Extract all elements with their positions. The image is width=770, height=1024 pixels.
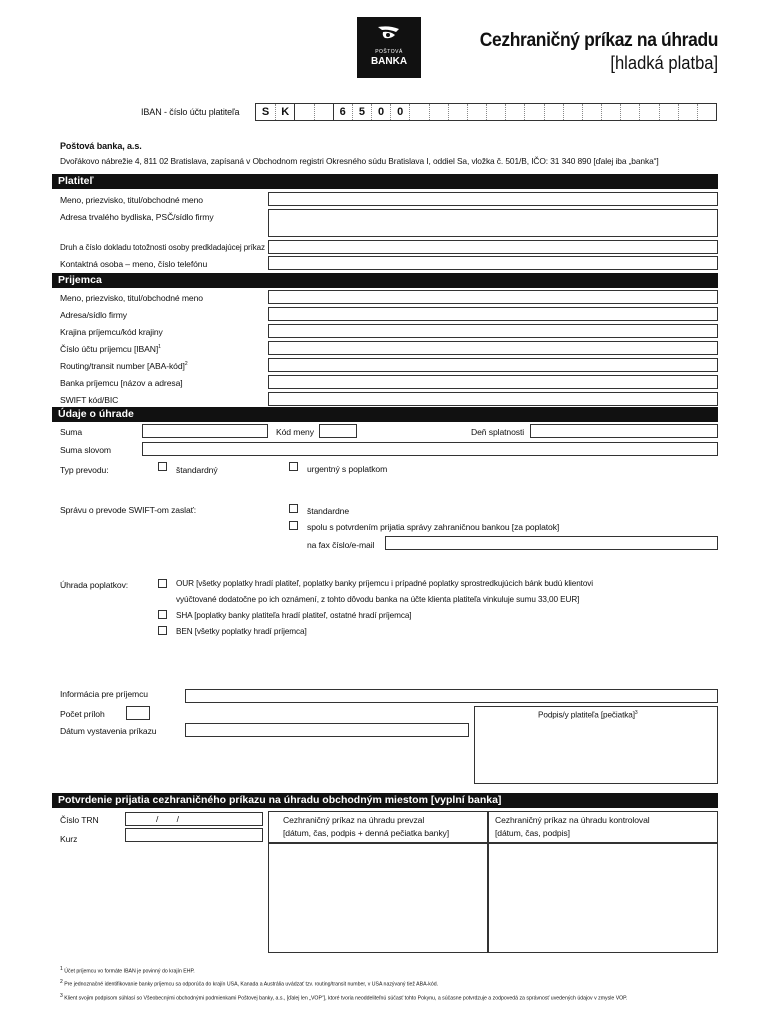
attachments-label: Počet príloh	[60, 709, 105, 719]
payee-address-label: Adresa/sídlo firmy	[60, 310, 127, 320]
urgent-transfer-label: urgentný s poplatkom	[307, 464, 388, 474]
footnote-1-number: 1	[60, 966, 63, 972]
payee-account-text: Číslo účtu príjemcu [IBAN]	[60, 344, 159, 354]
bank-address: Dvořákovo nábrežie 4, 811 02 Bratislava, zapísaná v Obchodnom registri Okresného súdu Bratislava I, oddiel Sa, vložka č. 501/B, IČO: 31 340 890 [ďalej iba „banka“]	[60, 156, 659, 166]
footnote-2	[60, 979, 438, 988]
amount-label: Suma	[60, 427, 83, 437]
payer-address-label: Adresa trvalého bydliska, PSČ/sídlo firmy	[60, 212, 214, 222]
due-date-input[interactable]	[530, 424, 718, 438]
footnote-ref-2: 2	[184, 361, 188, 368]
currency-input[interactable]	[319, 424, 357, 438]
iban-label: IBAN - číslo účtu platiteľa	[141, 107, 240, 117]
payee-header: Prijemca	[52, 273, 718, 288]
payer-contact-input[interactable]	[268, 256, 718, 270]
fee-sha-checkbox[interactable]	[158, 610, 167, 619]
payee-info-input[interactable]	[185, 689, 718, 703]
checked-by-signature-box[interactable]	[488, 843, 718, 953]
post-horn-icon	[374, 23, 404, 43]
trn-input[interactable]	[125, 812, 263, 826]
iban-cell[interactable]	[314, 104, 333, 120]
trn-separators: / /	[156, 814, 179, 824]
swift-confirm-label: spolu s potvrdením prijatia správy zahraničnou bankou [za poplatok]	[307, 522, 560, 532]
iban-cell[interactable]	[524, 104, 543, 120]
payee-swift-label: SWIFT kód/BIC	[60, 395, 119, 405]
fax-email-input[interactable]	[385, 536, 718, 550]
iban-cell[interactable]: 0	[390, 104, 409, 120]
urgent-transfer-checkbox[interactable]	[289, 462, 298, 471]
signature-text: Podpis/y platiteľa [pečiatka]	[538, 710, 635, 720]
payer-document-label: Druh a číslo dokladu totožnosti osoby predkladajúcej príkaz	[60, 243, 265, 252]
currency-label: Kód meny	[276, 427, 314, 437]
payee-name-input[interactable]	[268, 290, 718, 304]
confirmation-header: Potvrdenie prijatia cezhraničného príkazu na úhradu obchodným miestom [vyplní banka]	[52, 793, 718, 808]
payer-header: Platiteľ	[52, 174, 718, 189]
trn-label: Číslo TRN	[60, 815, 99, 825]
iban-cell[interactable]	[697, 104, 716, 120]
form-subtitle: [hladká platba]	[610, 53, 718, 73]
logo-text-bottom: BANKA	[370, 56, 408, 67]
iban-input-row[interactable]	[255, 103, 717, 121]
iban-cell[interactable]: 5	[352, 104, 371, 120]
iban-cell[interactable]	[294, 104, 313, 120]
payee-country-input[interactable]	[268, 324, 718, 338]
iban-cell[interactable]	[505, 104, 524, 120]
iban-cell[interactable]: 6	[333, 104, 352, 120]
swift-confirm-checkbox[interactable]	[289, 521, 298, 530]
footnote-3-number: 3	[60, 993, 63, 999]
checked-by-label-1: Cezhraničný príkaz na úhradu kontroloval	[495, 815, 650, 825]
payee-info-label: Informácia pre príjemcu	[60, 689, 148, 699]
iban-cell[interactable]	[678, 104, 697, 120]
bank-name: Poštová banka, a.s.	[60, 141, 142, 151]
signature-label	[538, 710, 638, 720]
payee-bank-label: Banka príjemcu [názov a adresa]	[60, 378, 183, 388]
fees-label: Úhrada poplatkov:	[60, 580, 129, 590]
iban-cell[interactable]	[486, 104, 505, 120]
payment-header: Údaje o úhrade	[52, 407, 718, 422]
iban-cell[interactable]	[659, 104, 678, 120]
due-date-label: Deň splatnosti	[471, 427, 525, 437]
swift-standard-checkbox[interactable]	[289, 504, 298, 513]
checked-by-label-2: [dátum, čas, podpis]	[495, 828, 570, 838]
fee-sha-label: SHA [poplatky banky platiteľa hradí platiteľ, ostatné hradí príjemca]	[176, 611, 412, 620]
amount-words-label: Suma slovom	[60, 445, 111, 455]
fee-our-label-2: vyúčtované dodatočne po ich oznámení, z tohto dôvodu banka na účte klienta platiteľa vinkuluje sumu 33,00 EUR]	[176, 595, 580, 604]
footnote-1	[60, 966, 195, 975]
iban-cell[interactable]	[563, 104, 582, 120]
fee-our-label-1: OUR [všetky poplatky hradí platiteľ, poplatky banky príjemcu i prípadné poplatky sprostredkujúcich bánk budú klientovi	[176, 579, 594, 588]
fee-ben-label: BEN [všetky poplatky hradí príjemca]	[176, 627, 307, 636]
iban-cell[interactable]: 0	[371, 104, 390, 120]
standard-transfer-checkbox[interactable]	[158, 462, 167, 471]
footnote-1-text: Účet príjemcu vo formáte IBAN je povinný do krajín EHP.	[64, 968, 195, 975]
transfer-type-label: Typ prevodu:	[60, 465, 109, 475]
standard-transfer-label: štandardný	[176, 465, 218, 475]
footnote-ref-3: 3	[634, 710, 638, 716]
payee-bank-input[interactable]	[268, 375, 718, 389]
footnote-2-text: Pre jednoznačné identifikovanie banky príjemcu sa odporúča do krajín USA, Kanada a Austrália uvádzať tzv. routing/transit number, v USA nazývaný tiež ABA-kód.	[64, 981, 439, 988]
amount-input[interactable]	[142, 424, 268, 438]
payee-account-label	[60, 344, 161, 354]
payer-address-input[interactable]	[268, 209, 718, 237]
rate-label: Kurz	[60, 834, 78, 844]
iban-cell[interactable]	[601, 104, 620, 120]
payee-routing-label	[60, 361, 188, 371]
fax-email-label: na fax číslo/e-mail	[307, 540, 375, 550]
logo-text-top: POŠTOVÁ	[375, 49, 403, 55]
attachments-input[interactable]	[126, 706, 150, 720]
footnote-ref-1: 1	[158, 344, 161, 351]
payee-swift-input[interactable]	[268, 392, 718, 406]
payee-name-label: Meno, priezvisko, titul/obchodné meno	[60, 293, 203, 303]
payer-document-input[interactable]	[268, 240, 718, 254]
footnote-3	[60, 993, 627, 1002]
fee-ben-checkbox[interactable]	[158, 626, 167, 635]
payer-name-input[interactable]	[268, 192, 718, 206]
received-by-signature-box[interactable]	[268, 843, 488, 953]
iban-cell[interactable]	[467, 104, 486, 120]
payer-name-label: Meno, priezvisko, titul/obchodné meno	[60, 195, 203, 205]
form-title: Cezhraničný príkaz na úhradu	[479, 30, 718, 51]
amount-words-input[interactable]	[142, 442, 718, 456]
received-by-label-2: [dátum, čas, podpis + denná pečiatka banky]	[283, 828, 450, 838]
iban-cell[interactable]	[448, 104, 467, 120]
rate-input[interactable]	[125, 828, 263, 842]
iban-cell[interactable]: S	[261, 106, 270, 118]
iban-cell[interactable]	[429, 104, 448, 120]
payee-routing-text: Routing/transit number [ABA-kód]	[60, 361, 185, 371]
received-by-label-1: Cezhraničný príkaz na úhradu prevzal	[283, 815, 425, 825]
footnote-2-number: 2	[60, 979, 63, 985]
iban-cell[interactable]	[544, 104, 563, 120]
iban-cell[interactable]	[409, 104, 428, 120]
iban-cell[interactable]	[639, 104, 658, 120]
iban-cell[interactable]	[620, 104, 639, 120]
bank-logo	[357, 17, 421, 78]
iban-cell[interactable]	[582, 104, 601, 120]
payee-country-label: Krajina príjemcu/kód krajiny	[60, 327, 163, 337]
order-date-input[interactable]	[185, 723, 469, 737]
iban-cell[interactable]: K	[275, 104, 294, 120]
fee-our-checkbox[interactable]	[158, 579, 167, 588]
payee-routing-input[interactable]	[268, 358, 718, 372]
footnote-3-text: Klient svojim podpisom súhlasí so Všeobecnými obchodnými podmienkami Poštovej banky, a.s., [ďalej len „VOP“], ktoré tvoria neoddeliteľnú súčasť tohto Pokynu, a súčasne potvrdzuje a zodpovedá za správnosť uvedených údajov v zmysle VOP.	[64, 995, 628, 1002]
payer-contact-label: Kontaktná osoba – meno, číslo telefónu	[60, 259, 208, 269]
payee-address-input[interactable]	[268, 307, 718, 321]
swift-standard-label: štandardne	[307, 506, 350, 516]
payee-account-input[interactable]	[268, 341, 718, 355]
order-date-label: Dátum vystavenia príkazu	[60, 726, 157, 736]
swift-message-label: Správu o prevode SWIFT-om zaslať:	[60, 505, 197, 515]
